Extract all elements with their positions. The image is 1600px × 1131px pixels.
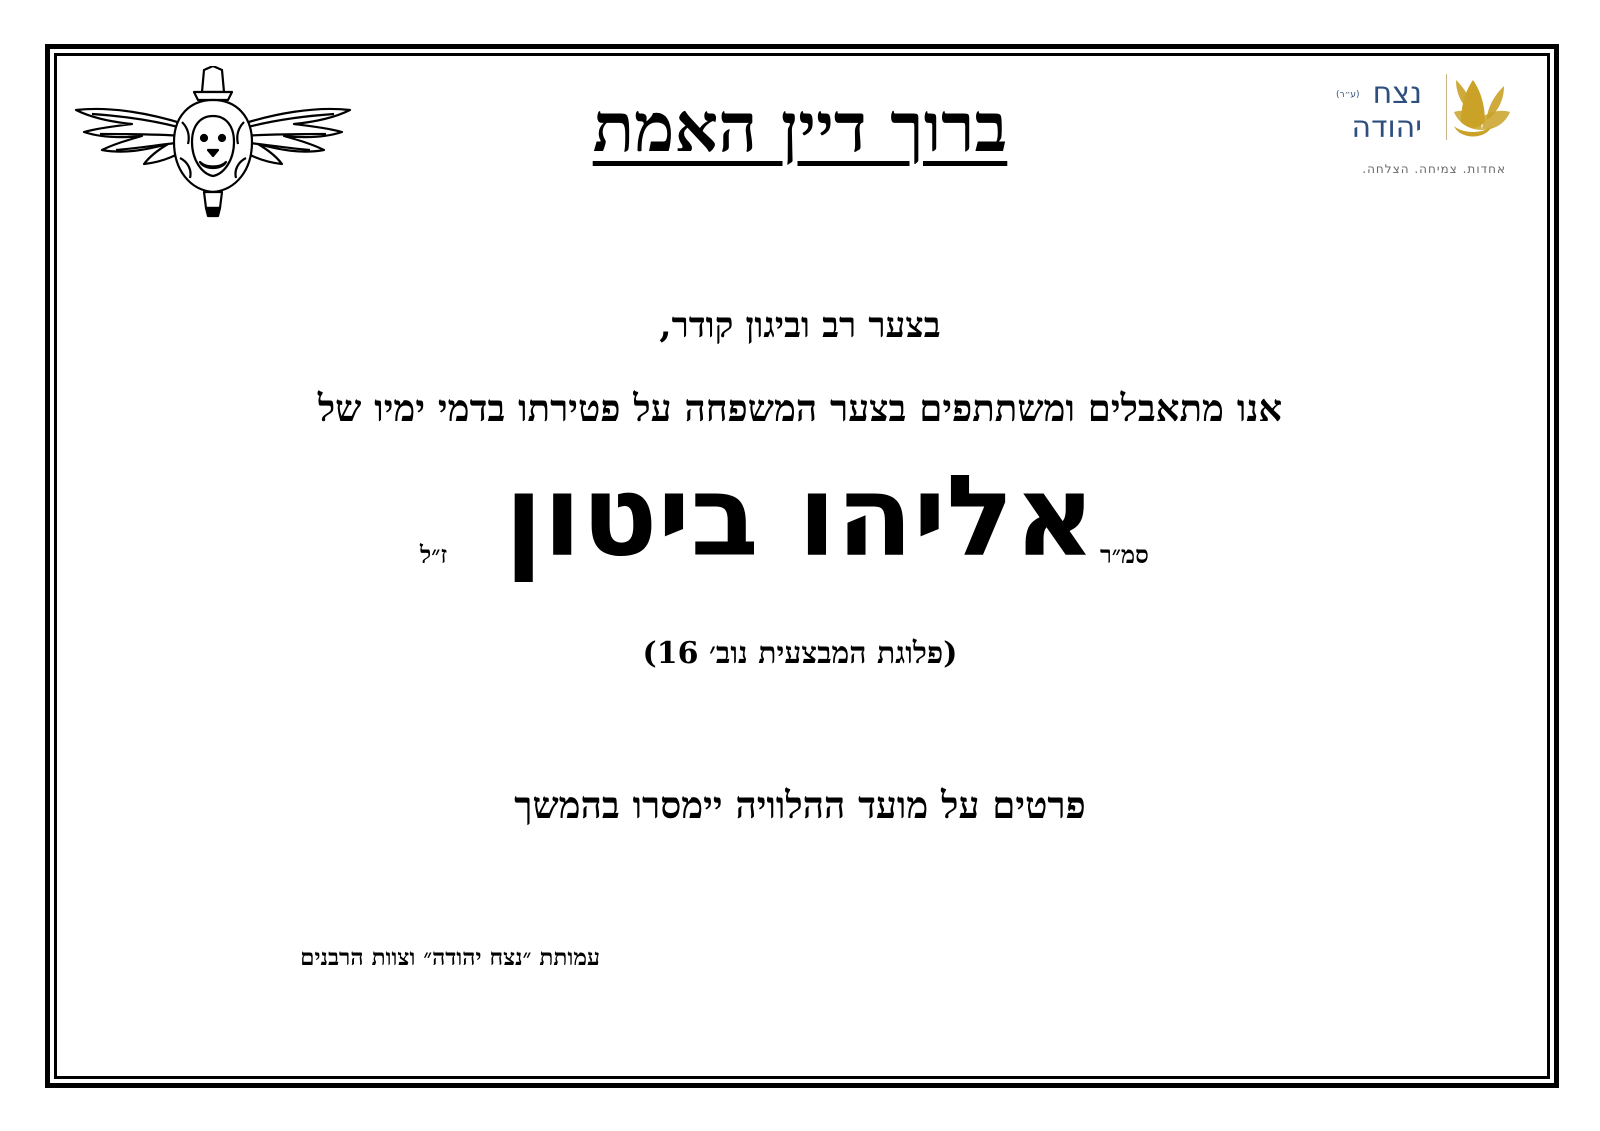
winged-lion-emblem xyxy=(72,66,354,218)
unit-label: (פלוגת המבצעית נוב׳ 16) xyxy=(642,636,958,671)
funeral-details: פרטים על מועד ההלוויה יימסרו בהמשך xyxy=(514,783,1086,827)
condolence-message: אנו מתאבלים ומשתתפים בצער המשפחה על פטירתו בדמי ימיו של xyxy=(317,386,1283,430)
condolence-opening: בצער רב וביגון קודר, xyxy=(659,305,941,346)
rank-label: סמ״ר xyxy=(1100,540,1149,569)
logo-divider xyxy=(1446,74,1447,140)
signature-footer: עמותת ״נצח יהודה״ וצוות הרבנים xyxy=(300,944,600,971)
logo-name-line2: יהודה xyxy=(1351,110,1422,145)
logo-registered-mark: (ע״ר) xyxy=(1336,90,1360,100)
notice-title: ברוך דיין האמת xyxy=(592,88,1008,168)
logo-name-line1: נצח xyxy=(1372,76,1422,111)
deceased-name: אליהו ביטון xyxy=(504,452,1096,582)
memorial-suffix: ז״ל xyxy=(420,540,448,569)
logo-slogan: אחדות. צמיחה. הצלחה. xyxy=(1362,162,1506,176)
